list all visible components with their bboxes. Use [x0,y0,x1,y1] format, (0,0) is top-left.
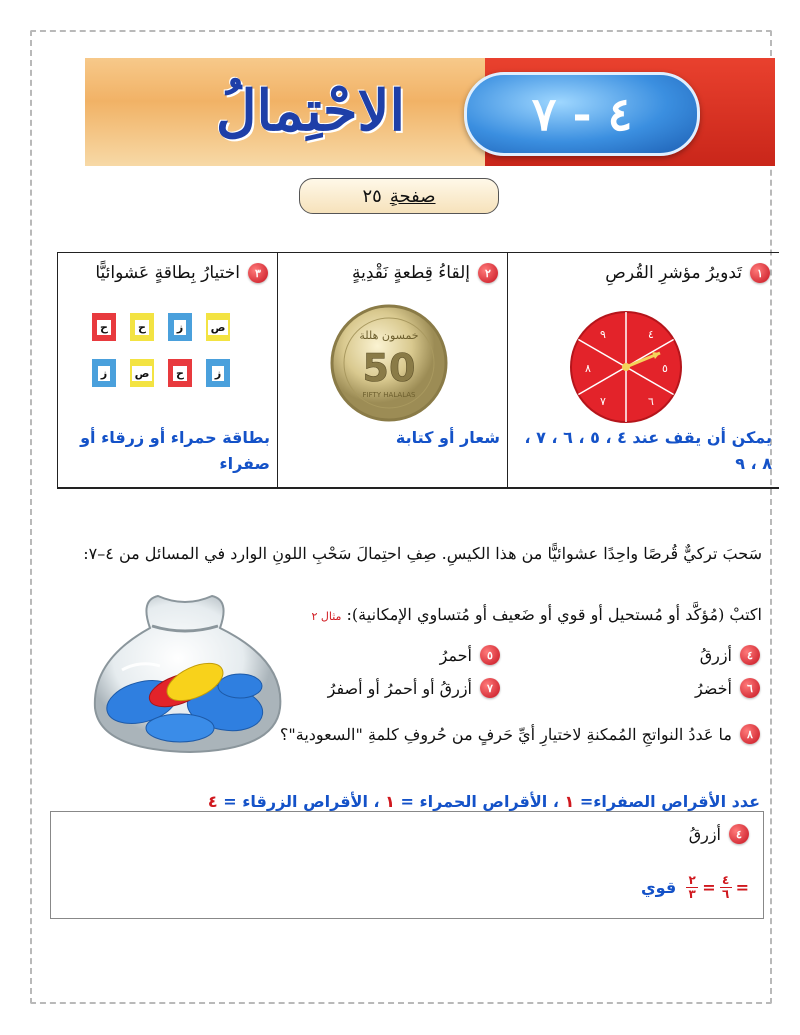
denominator: ٦ [721,887,730,901]
yellow-count-label: عدد الأقراص الصفراء= [579,792,760,811]
example-spinner [507,253,780,487]
examples-table [57,252,779,489]
spinner-label: ٩ [600,328,606,341]
problem-intro: سَحبَ تركيٌّ قُرصًا واحِدًا عشوائيًّا من هذا الكيسِ. صِفِ احتِمالَ سَحْبِ اللونِ الوارد في المسائل من ٤–٧: [83,544,762,563]
spinner-label: ٨ [585,362,591,375]
letter-card [168,313,192,341]
letter-card [206,359,230,387]
lesson-number-badge [464,72,700,156]
card-letter: ح [135,320,149,335]
letter-card [206,313,230,341]
spinner-icon [568,309,684,425]
coin-icon [329,303,449,423]
problem-text: أخضرُ [694,678,732,698]
problem-number: ٥ [480,645,500,665]
letter-card [130,313,154,341]
solution-number: ٤ [729,824,749,844]
page-ref-number: ٢٥ [362,185,382,207]
card-letter: ص [132,366,153,381]
solution-equation [641,874,749,901]
example-title-3: اختيارُ بِطاقةٍ عَشوائيًّا [95,263,240,283]
card-letter: ز [98,366,110,381]
problem-number: ٤ [740,645,760,665]
problem-7 [328,678,500,698]
problem-8 [280,724,760,744]
example-title-1: تَدويرُ مؤشرِ القُرصِ [605,263,742,283]
example-number-1: ١ [750,263,770,283]
red-count: ١ [385,792,395,811]
coin-top-text: خمسون هللة [359,329,419,342]
problem-text: أزرقُ أو أحمرُ أو أصفرُ [327,678,472,698]
spinner-label: ٦ [648,395,654,408]
problem-text: أحمرُ [439,645,472,665]
lesson-number: ٤ - ٧ [531,87,633,141]
blue-count-label: ، الأقراص الزرقاء = [223,792,380,811]
instruction-text: اكتبْ (مُؤكَّد أو مُستحيل أو قوي أو ضَعيف أو مُتساوي الإمكانية): [346,605,762,624]
card-letter: ص [208,320,229,335]
denominator: ٣ [688,887,696,901]
solution-result: قوي [641,878,677,897]
problem-4 [700,645,760,665]
spinner-label: ٤ [648,328,654,341]
lesson-title: الاحْتِمالُ [215,78,405,144]
problem-6 [695,678,760,698]
problem-5 [440,645,500,665]
problem-text: أزرقُ [699,645,732,665]
card-letter: ز [174,320,186,335]
example-number-2: ٢ [478,263,498,283]
example-cards [57,253,278,487]
coin-value: 50 [362,346,416,390]
coin-bottom-text: FIFTY HALALAS [362,391,416,399]
solution-box [50,811,764,919]
lesson-banner [85,58,775,166]
red-count-label: ، الأقراص الحمراء = [400,792,559,811]
example-number-3: ٣ [248,263,268,283]
example-reference: مثال ٢ [311,610,342,623]
solution-label: أزرقُ [688,824,721,844]
card-letter: ح [173,366,187,381]
fraction-2-3 [686,874,698,901]
letter-card [130,359,154,387]
yellow-count: ١ [564,792,575,811]
fraction-4-6 [720,874,732,901]
spinner-label: ٥ [662,362,668,375]
bag-of-discs-icon [80,590,300,755]
page-ref-label: صفحةِ [389,185,436,207]
example-coin [277,253,508,487]
letter-card [92,359,116,387]
spinner-label: ٧ [600,395,606,408]
problem-number: ٨ [740,724,760,744]
eq-sign: = [702,878,716,897]
numerator: ٢ [688,873,696,887]
solution-heading [689,824,749,844]
example-answer-2: شعار أو كتابة [395,428,500,447]
problem-number: ٦ [740,678,760,698]
card-letter: ح [97,320,111,335]
card-letter: ز [212,366,224,381]
letter-card [92,313,116,341]
example-answer-3: بطاقة حمراء أو زرقاء أو صفراء [80,428,270,473]
example-title-2: إلقاءُ قِطعةٍ نَقْدِيةٍ [352,263,470,283]
numerator: ٤ [721,873,730,887]
letter-card [168,359,192,387]
page-reference [299,178,499,214]
problem-number: ٧ [480,678,500,698]
blue-count: ٤ [207,792,218,811]
example-answer-1: يمكن أن يقف عند ٤ ، ٥ ، ٦ ، ٧ ، ٨ ، ٩ [524,428,772,473]
problem-text: ما عَددُ النواتجِ المُمكنةِ لاختيارِ أيِّ حَرفٍ من حُروفِ كلمةِ "السعودية"؟ [279,724,732,744]
eq-sign: = [735,878,749,897]
disc-count-summary [208,792,760,811]
